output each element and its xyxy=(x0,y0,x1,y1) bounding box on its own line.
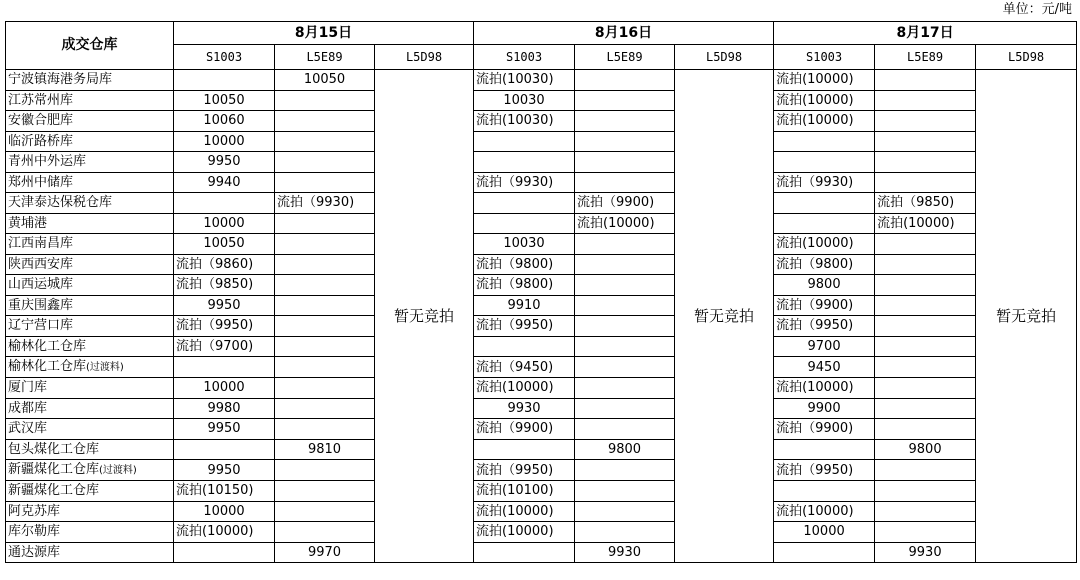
price-cell xyxy=(275,254,375,275)
warehouse-name-text: 郑州中储库 xyxy=(8,174,74,190)
price-cell xyxy=(575,90,675,111)
price-cell: 9980 xyxy=(174,398,275,419)
price-cell: 9810 xyxy=(275,439,375,460)
no-auction-cell: 暂无竞拍 xyxy=(675,70,774,563)
warehouse-name-text: 通达源库 xyxy=(8,544,61,560)
price-cell: 流拍(10000) xyxy=(774,501,875,522)
price-cell xyxy=(474,131,575,152)
price-cell xyxy=(575,111,675,132)
warehouse-name-text: 天津泰达保税仓库 xyxy=(8,195,113,211)
warehouse-name-text: 武汉库 xyxy=(8,421,48,437)
price-cell: 流拍(10000) xyxy=(774,70,875,91)
price-cell xyxy=(275,295,375,316)
warehouse-name-text: 江西南昌库 xyxy=(8,236,74,252)
table-row xyxy=(6,316,1077,337)
price-cell xyxy=(875,111,976,132)
table-row xyxy=(6,193,1077,214)
warehouse-name-suffix: (过渡料) xyxy=(86,362,124,373)
price-cell: 10050 xyxy=(275,70,375,91)
price-cell xyxy=(174,70,275,91)
price-cell xyxy=(275,131,375,152)
table-row xyxy=(6,234,1077,255)
price-cell: 10060 xyxy=(174,111,275,132)
price-cell xyxy=(474,152,575,173)
warehouse-name xyxy=(6,336,174,357)
price-cell xyxy=(575,275,675,296)
price-cell: 流拍(10000) xyxy=(575,213,675,234)
price-cell: 流拍（9950) xyxy=(474,460,575,481)
warehouse-name xyxy=(6,398,174,419)
warehouse-name-text: 厦门库 xyxy=(8,380,48,396)
date-header-2: 8月17日 xyxy=(774,22,1077,45)
price-cell: 10030 xyxy=(474,90,575,111)
warehouse-name-text: 重庆围鑫库 xyxy=(8,297,74,313)
table-row xyxy=(6,90,1077,111)
price-cell xyxy=(174,193,275,214)
warehouse-name-text: 榆林化工仓库 xyxy=(8,359,87,374)
grade-header: L5E89 xyxy=(275,45,375,70)
price-cell xyxy=(575,131,675,152)
table-row xyxy=(6,398,1077,419)
price-cell: 9950 xyxy=(174,460,275,481)
price-cell xyxy=(875,316,976,337)
price-cell xyxy=(774,439,875,460)
table-row xyxy=(6,70,1077,91)
price-cell xyxy=(474,439,575,460)
price-cell: 9800 xyxy=(774,275,875,296)
price-cell: 流拍（9450) xyxy=(474,357,575,378)
warehouse-name xyxy=(6,460,174,481)
price-cell: 9950 xyxy=(174,419,275,440)
price-cell: 流拍(10150) xyxy=(174,481,275,502)
auction-table xyxy=(5,21,1077,563)
table-row xyxy=(6,213,1077,234)
warehouse-name-text: 黄埔港 xyxy=(8,215,48,231)
price-cell xyxy=(275,213,375,234)
price-cell xyxy=(575,501,675,522)
warehouse-name xyxy=(6,481,174,502)
warehouse-name xyxy=(6,254,174,275)
price-cell xyxy=(875,336,976,357)
price-cell xyxy=(275,378,375,399)
warehouse-name xyxy=(6,152,174,173)
price-cell xyxy=(174,542,275,563)
price-cell: 10000 xyxy=(174,213,275,234)
price-cell xyxy=(875,481,976,502)
table-row xyxy=(6,172,1077,193)
price-cell xyxy=(575,254,675,275)
warehouse-name-text: 临沂路桥库 xyxy=(8,133,74,149)
price-cell xyxy=(875,398,976,419)
warehouse-header: 成交仓库 xyxy=(6,22,174,70)
auction-table-container xyxy=(5,21,1076,563)
no-auction-cell: 暂无竞拍 xyxy=(375,70,474,563)
warehouse-name xyxy=(6,213,174,234)
price-cell xyxy=(275,398,375,419)
price-cell xyxy=(275,234,375,255)
warehouse-name xyxy=(6,172,174,193)
price-cell: 9930 xyxy=(575,542,675,563)
price-cell: 9800 xyxy=(575,439,675,460)
price-cell: 9930 xyxy=(875,542,976,563)
table-body xyxy=(6,70,1077,563)
price-cell: 10000 xyxy=(174,378,275,399)
price-cell xyxy=(575,295,675,316)
price-cell xyxy=(875,295,976,316)
price-cell: 流拍（9850) xyxy=(875,193,976,214)
table-row xyxy=(6,542,1077,563)
price-cell: 9450 xyxy=(774,357,875,378)
table-row xyxy=(6,111,1077,132)
warehouse-name-text: 辽宁营口库 xyxy=(8,318,74,334)
date-header-0: 8月15日 xyxy=(174,22,474,45)
price-cell xyxy=(275,357,375,378)
price-cell: 9900 xyxy=(774,398,875,419)
price-cell xyxy=(575,522,675,543)
grade-header: S1003 xyxy=(174,45,275,70)
price-cell xyxy=(575,70,675,91)
warehouse-name xyxy=(6,295,174,316)
price-cell: 流拍（9950) xyxy=(474,316,575,337)
price-cell: 流拍（9860) xyxy=(174,254,275,275)
price-cell xyxy=(474,213,575,234)
price-cell: 10030 xyxy=(474,234,575,255)
warehouse-name xyxy=(6,501,174,522)
price-cell xyxy=(875,419,976,440)
price-cell: 9940 xyxy=(174,172,275,193)
price-cell xyxy=(275,460,375,481)
price-cell xyxy=(275,501,375,522)
warehouse-name-text: 成都库 xyxy=(8,400,48,416)
price-cell: 流拍（9930) xyxy=(275,193,375,214)
price-cell xyxy=(575,172,675,193)
warehouse-name xyxy=(6,419,174,440)
price-cell xyxy=(575,357,675,378)
price-cell xyxy=(275,336,375,357)
price-cell xyxy=(575,152,675,173)
price-cell: 10050 xyxy=(174,234,275,255)
price-cell xyxy=(875,70,976,91)
price-cell xyxy=(875,357,976,378)
warehouse-name-text: 青州中外运库 xyxy=(8,154,87,170)
price-cell xyxy=(875,172,976,193)
price-cell: 流拍（9930) xyxy=(774,172,875,193)
warehouse-name-text: 阿克苏库 xyxy=(8,503,61,519)
warehouse-name-text: 陕西西安库 xyxy=(8,256,74,272)
price-cell: 9910 xyxy=(474,295,575,316)
price-cell: 流拍(10000) xyxy=(875,213,976,234)
unit-label: 单位：元/吨 xyxy=(1002,2,1072,17)
warehouse-name-text: 山西运城库 xyxy=(8,277,74,293)
grade-header: L5E89 xyxy=(575,45,675,70)
table-row xyxy=(6,481,1077,502)
price-cell xyxy=(575,316,675,337)
price-cell xyxy=(174,439,275,460)
price-cell xyxy=(575,234,675,255)
price-cell: 10000 xyxy=(174,131,275,152)
price-cell: 流拍(10030) xyxy=(474,70,575,91)
price-cell xyxy=(275,275,375,296)
warehouse-name-text: 库尔勒库 xyxy=(8,524,61,540)
price-cell: 流拍（9800) xyxy=(474,275,575,296)
price-cell xyxy=(275,152,375,173)
warehouse-name-text: 江苏常州库 xyxy=(8,92,74,108)
price-cell xyxy=(275,316,375,337)
price-cell: 流拍(10000) xyxy=(774,90,875,111)
grade-header: S1003 xyxy=(474,45,575,70)
price-cell: 流拍（9900) xyxy=(774,295,875,316)
table-row xyxy=(6,419,1077,440)
price-cell xyxy=(875,90,976,111)
grade-header: L5D98 xyxy=(375,45,474,70)
warehouse-name xyxy=(6,275,174,296)
price-cell: 流拍（9900) xyxy=(575,193,675,214)
table-row xyxy=(6,254,1077,275)
warehouse-name-text: 安徽合肥库 xyxy=(8,113,74,129)
price-cell: 9950 xyxy=(174,295,275,316)
price-cell: 流拍（9900) xyxy=(474,419,575,440)
price-cell xyxy=(875,152,976,173)
table-row xyxy=(6,295,1077,316)
price-cell: 流拍（9850) xyxy=(174,275,275,296)
price-cell xyxy=(275,90,375,111)
warehouse-name-text: 榆林化工仓库 xyxy=(8,338,87,354)
table-row xyxy=(6,439,1077,460)
price-cell: 9970 xyxy=(275,542,375,563)
warehouse-name xyxy=(6,439,174,460)
warehouse-name xyxy=(6,90,174,111)
date-header-1: 8月16日 xyxy=(474,22,774,45)
price-cell: 流拍（9950) xyxy=(774,316,875,337)
price-cell xyxy=(875,460,976,481)
price-cell: 流拍(10000) xyxy=(474,501,575,522)
price-cell: 10050 xyxy=(174,90,275,111)
warehouse-name xyxy=(6,193,174,214)
price-cell xyxy=(575,419,675,440)
table-row xyxy=(6,131,1077,152)
price-cell xyxy=(875,522,976,543)
price-cell xyxy=(774,152,875,173)
price-cell: 流拍(10100) xyxy=(474,481,575,502)
table-row xyxy=(6,501,1077,522)
warehouse-name-suffix: (过渡料) xyxy=(99,465,137,476)
warehouse-name xyxy=(6,522,174,543)
warehouse-name xyxy=(6,357,174,378)
warehouse-name-text: 宁波镇海港务局库 xyxy=(8,72,113,88)
price-cell: 流拍（9900) xyxy=(774,419,875,440)
price-cell xyxy=(275,111,375,132)
price-cell xyxy=(575,481,675,502)
price-cell: 10000 xyxy=(774,522,875,543)
price-cell xyxy=(575,398,675,419)
warehouse-name-text: 新疆煤化工仓库 xyxy=(8,483,100,499)
table-row xyxy=(6,460,1077,481)
grade-header: L5D98 xyxy=(976,45,1077,70)
price-cell: 9800 xyxy=(875,439,976,460)
warehouse-name xyxy=(6,316,174,337)
price-cell xyxy=(474,193,575,214)
price-cell: 流拍（9930) xyxy=(474,172,575,193)
warehouse-name xyxy=(6,378,174,399)
price-cell xyxy=(774,213,875,234)
table-row xyxy=(6,152,1077,173)
price-cell xyxy=(774,193,875,214)
price-cell xyxy=(875,378,976,399)
table-row xyxy=(6,357,1077,378)
price-cell xyxy=(774,131,875,152)
warehouse-name xyxy=(6,131,174,152)
table-row xyxy=(6,522,1077,543)
no-auction-cell: 暂无竞拍 xyxy=(976,70,1077,563)
price-cell xyxy=(275,172,375,193)
warehouse-name xyxy=(6,234,174,255)
table-row xyxy=(6,336,1077,357)
price-cell: 流拍（9800) xyxy=(474,254,575,275)
price-cell xyxy=(875,275,976,296)
price-cell: 流拍（9950) xyxy=(774,460,875,481)
price-cell: 9930 xyxy=(474,398,575,419)
price-cell xyxy=(575,336,675,357)
table-row xyxy=(6,378,1077,399)
grade-header: S1003 xyxy=(774,45,875,70)
price-cell: 流拍(10000) xyxy=(174,522,275,543)
grade-header: L5D98 xyxy=(675,45,774,70)
price-cell: 流拍(10000) xyxy=(474,522,575,543)
price-cell: 流拍(10000) xyxy=(774,234,875,255)
price-cell: 流拍（9800) xyxy=(774,254,875,275)
price-cell: 9950 xyxy=(174,152,275,173)
price-cell xyxy=(575,460,675,481)
price-cell: 10000 xyxy=(174,501,275,522)
warehouse-name-text: 包头煤化工仓库 xyxy=(8,441,100,457)
price-cell xyxy=(774,481,875,502)
price-cell: 流拍(10000) xyxy=(474,378,575,399)
price-cell xyxy=(275,481,375,502)
price-cell: 9700 xyxy=(774,336,875,357)
price-cell xyxy=(774,542,875,563)
price-cell xyxy=(875,254,976,275)
price-cell: 流拍(10030) xyxy=(474,111,575,132)
price-cell xyxy=(875,131,976,152)
table-row xyxy=(6,275,1077,296)
warehouse-name xyxy=(6,70,174,91)
warehouse-name xyxy=(6,111,174,132)
price-cell xyxy=(174,357,275,378)
price-cell: 流拍（9700) xyxy=(174,336,275,357)
price-cell xyxy=(875,501,976,522)
price-cell xyxy=(474,542,575,563)
price-cell xyxy=(275,419,375,440)
warehouse-name-text: 新疆煤化工仓库 xyxy=(8,462,100,477)
price-cell: 流拍(10000) xyxy=(774,378,875,399)
grade-header: L5E89 xyxy=(875,45,976,70)
price-cell xyxy=(875,234,976,255)
warehouse-name xyxy=(6,542,174,563)
price-cell xyxy=(275,522,375,543)
price-cell xyxy=(474,336,575,357)
price-cell xyxy=(575,378,675,399)
price-cell: 流拍（9950) xyxy=(174,316,275,337)
price-cell: 流拍(10000) xyxy=(774,111,875,132)
